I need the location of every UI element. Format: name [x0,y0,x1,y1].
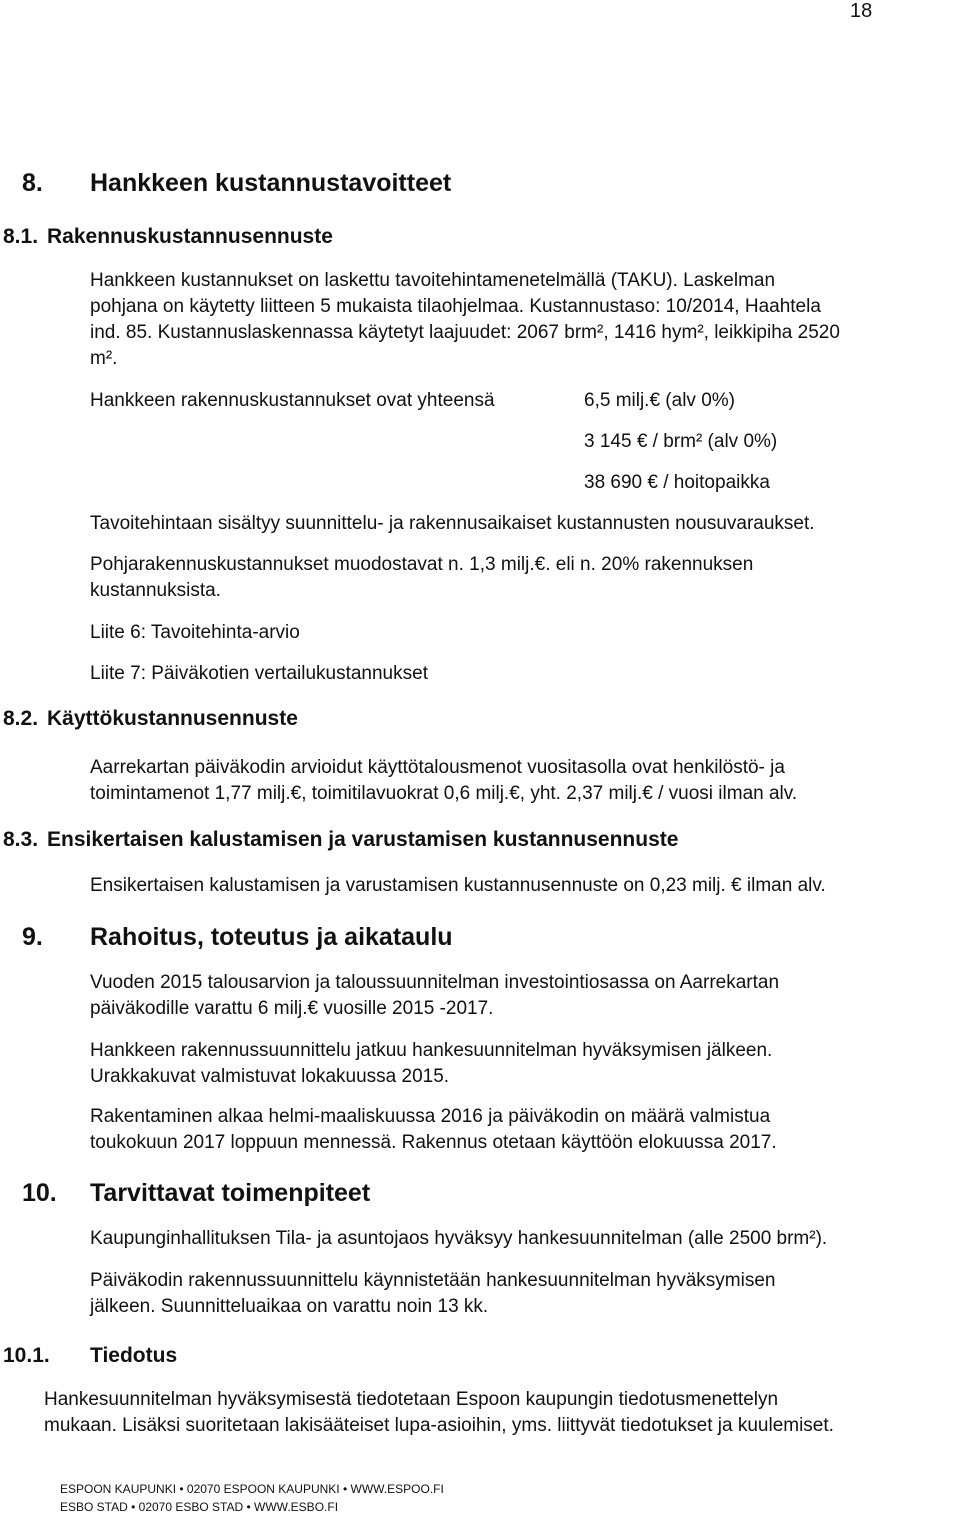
section-8-1-number: 8.1. [3,225,39,248]
paragraph-line: kustannuksista. [90,580,221,601]
section-9-number: 9. [22,923,43,951]
cost-per-place-value: 38 690 € / hoitopaikka [584,472,770,493]
section-10-title: Tarvittavat toimenpiteet [90,1179,371,1207]
section-8-title: Hankkeen kustannustavoitteet [90,169,452,197]
paragraph-line: Urakkakuvat valmistuvat lokakuussa 2015. [90,1066,450,1087]
section-9-title: Rahoitus, toteutus ja aikataulu [90,923,453,951]
paragraph-line: Hankkeen kustannukset on laskettu tavoitehintamenetelmällä (TAKU). Laskelman [90,270,776,291]
section-10-number: 10. [22,1179,57,1207]
paragraph: Ensikertaisen kalustamisen ja varustamisen kustannusennuste on 0,23 milj. € ilman alv. [90,875,826,896]
paragraph-line: Pohjarakennuskustannukset muodostavat n. 1,3 milj.€. eli n. 20% rakennuksen [90,554,754,575]
section-8-number: 8. [22,169,43,197]
section-10-1-number: 10.1. [3,1344,50,1367]
paragraph-line: m². [90,348,118,369]
section-8-3-title: Ensikertaisen kalustamisen ja varustamisen kustannusennuste [47,828,679,851]
section-8-2-title: Käyttökustannusennuste [47,707,298,730]
total-costs-label: Hankkeen rakennuskustannukset ovat yhteensä [90,390,495,411]
appendix-7: Liite 7: Päiväkotien vertailukustannukset [90,663,428,684]
paragraph-line: Hankkeen rakennussuunnittelu jatkuu hankesuunnitelman hyväksymisen jälkeen. [90,1040,773,1061]
paragraph: Kaupunginhallituksen Tila- ja asuntojaos hyväksyy hankesuunnitelman (alle 2500 brm²). [90,1228,828,1249]
section-8-1-title: Rakennuskustannusennuste [47,225,333,248]
paragraph-line: Päiväkodin rakennussuunnittelu käynnistetään hankesuunnitelman hyväksymisen [90,1270,776,1291]
section-8-3-number: 8.3. [3,828,39,851]
total-cost-value: 6,5 milj.€ (alv 0%) [584,390,735,411]
footer-line-sv: ESBO STAD • 02070 ESBO STAD • WWW.ESBO.FI [60,1500,339,1514]
paragraph-line: toukokuun 2017 loppuun mennessä. Rakennus otetaan käyttöön elokuussa 2017. [90,1132,777,1153]
page-number: 18 [850,0,873,22]
paragraph-line: Hankesuunnitelman hyväksymisestä tiedotetaan Espoon kaupungin tiedotusmenettelyn [44,1389,779,1410]
section-10-1-title: Tiedotus [90,1344,178,1367]
paragraph-line: Vuoden 2015 talousarvion ja taloussuunnitelman investointiosassa on Aarrekartan [90,972,780,993]
appendix-6: Liite 6: Tavoitehinta-arvio [90,622,300,643]
section-8-2-number: 8.2. [3,707,39,730]
paragraph-line: ind. 85. Kustannuslaskennassa käytetyt laajuudet: 2067 brm², 1416 hym², leikkipiha 2520 [90,322,840,343]
paragraph-line: jälkeen. Suunnitteluaikaa on varattu noin 13 kk. [90,1296,489,1317]
paragraph-line: Aarrekartan päiväkodin arvioidut käyttötalousmenot vuositasolla ovat henkilöstö- ja [90,757,785,778]
paragraph-line: mukaan. Lisäksi suoritetaan lakisääteiset lupa-asioihin, yms. liittyvät tiedotukset ja kuulemiset. [44,1415,834,1436]
paragraph-line: pohjana on käytetty liitteen 5 mukaista tilaohjelmaa. Kustannustaso: 10/2014, Haahtela [90,296,821,317]
paragraph-line: Rakentaminen alkaa helmi-maaliskuussa 2016 ja päiväkodin on määrä valmistua [90,1106,771,1127]
paragraph: Tavoitehintaan sisältyy suunnittelu- ja rakennusaikaiset kustannusten nousuvaraukset. [90,513,815,534]
paragraph-line: päiväkodille varattu 6 milj.€ vuosille 2015 -2017. [90,998,494,1019]
footer-line-fi: ESPOON KAUPUNKI • 02070 ESPOON KAUPUNKI • WWW.ESPOO.FI [60,1482,444,1496]
cost-per-brm-value: 3 145 € / brm² (alv 0%) [584,431,778,452]
paragraph-line: toimintamenot 1,77 milj.€, toimitilavuokrat 0,6 milj.€, yht. 2,37 milj.€ / vuosi ilman alv. [90,783,798,804]
